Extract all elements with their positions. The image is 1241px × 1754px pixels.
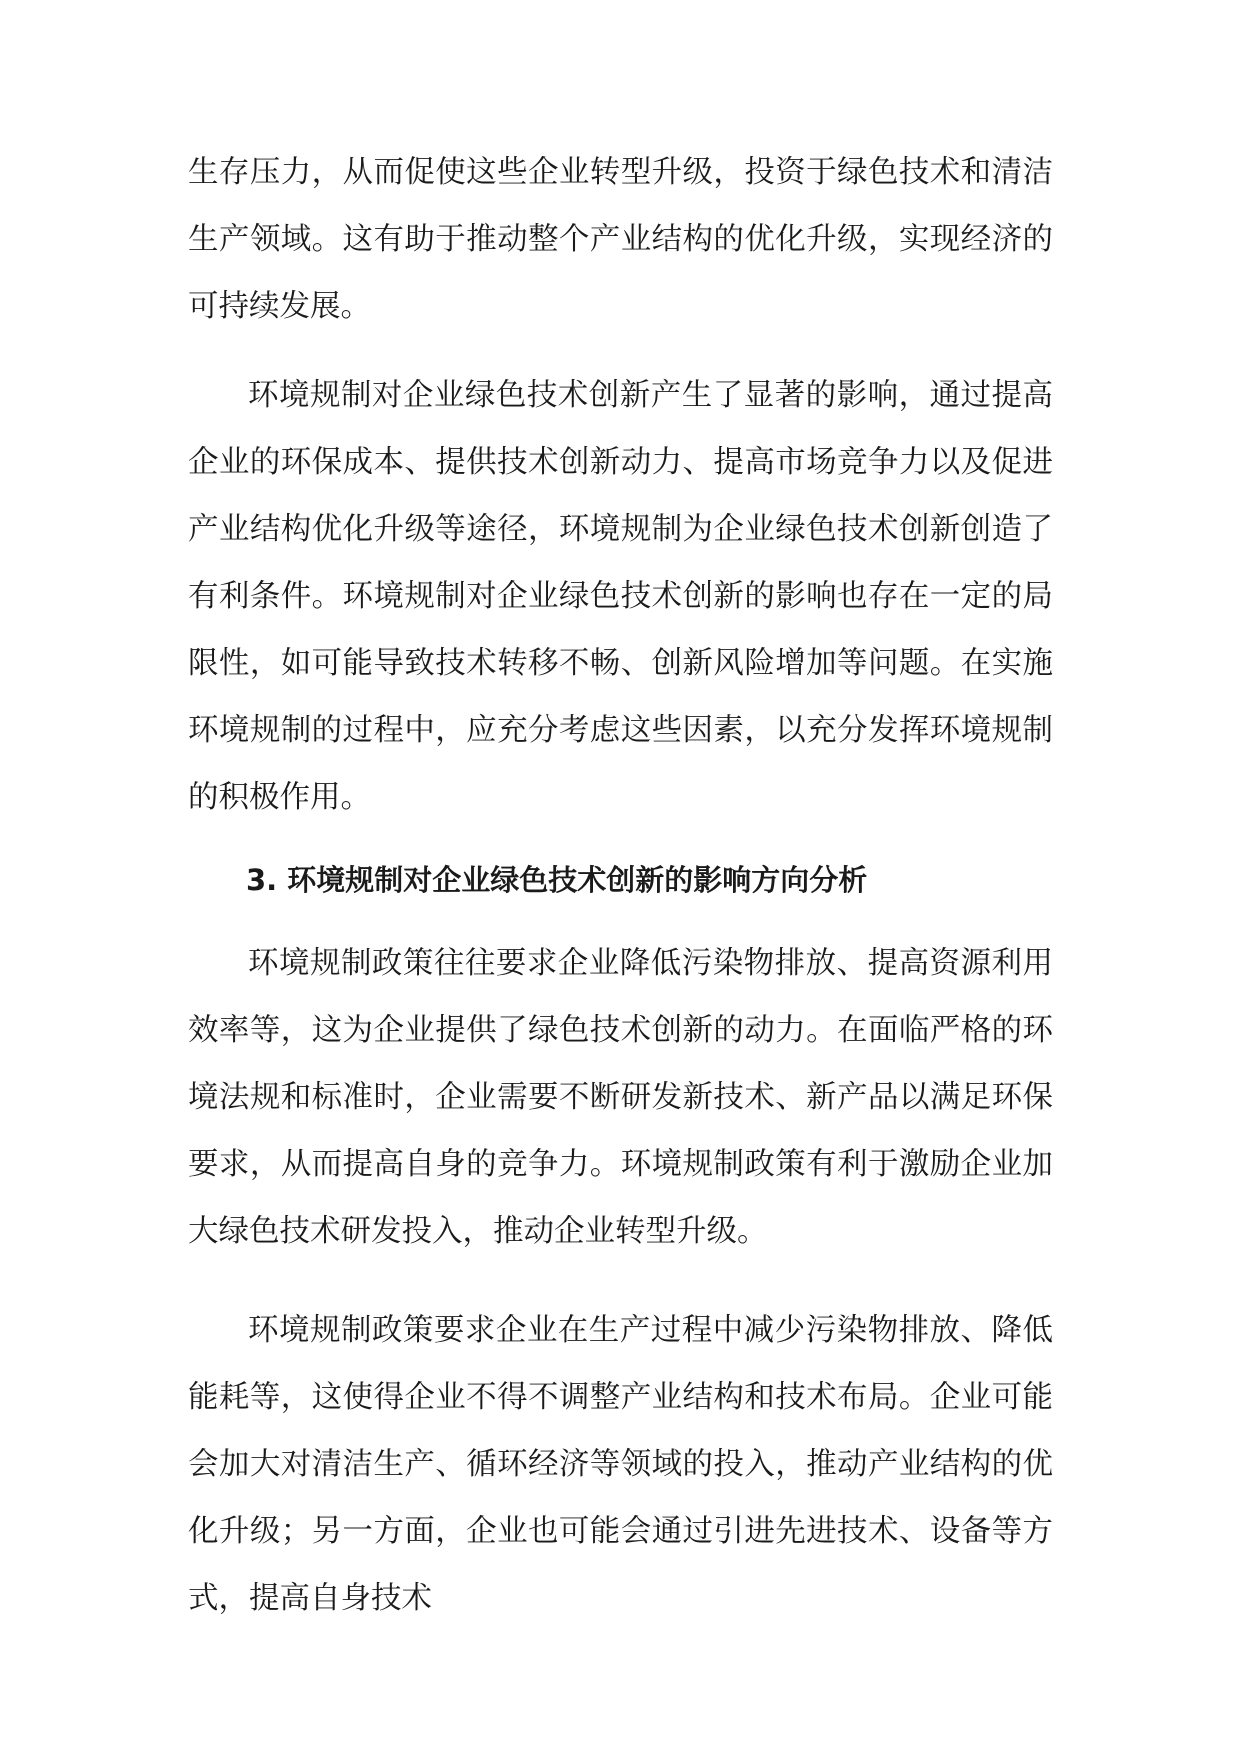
section-heading: 3. 环境规制对企业绿色技术创新的影响方向分析	[246, 863, 868, 897]
paragraph-policy-motivation: 环境规制政策往往要求企业降低污染物排放、提高资源利用效率等，这为企业提供了绿色技术创新的动力。在面临严格的环境法规和标准时，企业需要不断研发新技术、新产品以满足环保要求，从而提高自身的竞争力。环境规制政策有利于激励企业加大绿色技术研发投入，推动企业转型升级。	[188, 946, 1053, 1249]
paragraph-industrial-structure: 环境规制政策要求企业在生产过程中减少污染物排放、降低能耗等，这使得企业不得不调整产业结构和技术布局。企业可能会加大对清洁生产、循环经济等领域的投入，推动产业结构的优化升级；另一方面，企业也可能会通过引进先进技术、设备等方式，提高自身技术	[188, 1313, 1053, 1616]
paragraph-influence-summary: 环境规制对企业绿色技术创新产生了显著的影响，通过提高企业的环保成本、提供技术创新动力、提高市场竞争力以及促进产业结构优化升级等途径，环境规制为企业绿色技术创新创造了有利条件。环境规制对企业绿色技术创新的影响也存在一定的局限性，如可能导致技术转移不畅、创新风险增加等问题。在实施环境规制的过程中，应充分考虑这些因素，以充分发挥环境规制的积极作用。	[188, 378, 1053, 815]
paragraph-continuation: 生存压力，从而促使这些企业转型升级，投资于绿色技术和清洁生产领域。这有助于推动整个产业结构的优化升级，实现经济的可持续发展。	[188, 155, 1053, 324]
